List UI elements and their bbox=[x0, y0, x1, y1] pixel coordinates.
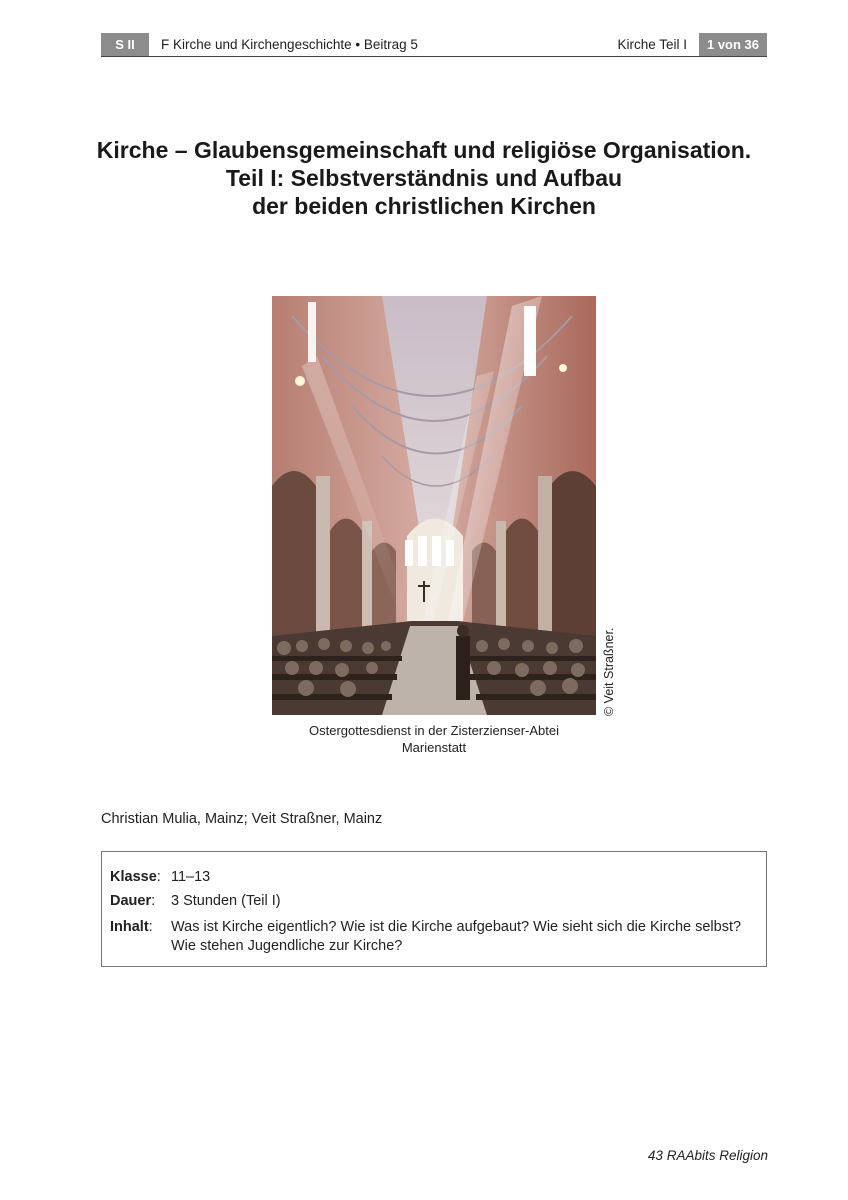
page-header bbox=[101, 33, 767, 57]
title-line-1: Kirche – Glaubensgemeinschaft und religiöse Organisation. bbox=[96, 137, 752, 163]
klasse-label: Klasse bbox=[110, 869, 157, 885]
photo-caption bbox=[272, 722, 596, 756]
title-line-2: Teil I: Selbstverständnis und Aufbau bbox=[225, 165, 623, 191]
footer-publication: 43 RAAbits Religion bbox=[647, 1148, 768, 1163]
caption-line-1: Ostergottesdienst in der Zisterzienser-Abtei bbox=[309, 723, 559, 738]
inhalt-line-2: Wie stehen Jugendliche zur Kirche? bbox=[171, 938, 403, 954]
klasse-value: 11–13 bbox=[171, 869, 211, 885]
title-line-3: der beiden christlichen Kirchen bbox=[252, 193, 596, 219]
page-number-badge: 1 von 36 bbox=[699, 33, 767, 56]
document-title bbox=[60, 136, 788, 220]
inhalt-row: Inhalt: Was ist Kirche eigentlich? Wie ist die Kirche aufgebaut? Wie sieht sich die Kirche selbst? Wie stehen Jugendliche zur Kirche? bbox=[110, 919, 742, 954]
topic-label: Kirche Teil I bbox=[617, 37, 687, 52]
dauer-row: Dauer: 3 Stunden (Teil I) bbox=[110, 893, 281, 909]
church-interior-photo bbox=[272, 296, 596, 715]
klasse-row: Klasse: 11–13 bbox=[110, 869, 211, 885]
inhalt-line-1: Was ist Kirche eigentlich? Wie ist die Kirche aufgebaut? Wie sieht sich die Kirche selbst? bbox=[171, 919, 742, 935]
photo-credit: © Veit Straßner. bbox=[602, 627, 616, 716]
section-title: F Kirche und Kirchengeschichte • Beitrag 5 bbox=[161, 37, 418, 52]
level-badge: S II bbox=[101, 33, 149, 56]
caption-line-2: Marienstatt bbox=[401, 740, 467, 755]
authors: Christian Mulia, Mainz; Veit Straßner, Mainz bbox=[101, 811, 383, 827]
info-box bbox=[101, 851, 767, 967]
dauer-value: 3 Stunden (Teil I) bbox=[171, 893, 281, 909]
inhalt-label: Inhalt bbox=[110, 919, 149, 935]
dauer-label: Dauer bbox=[110, 893, 152, 909]
inhalt-value bbox=[171, 918, 741, 956]
